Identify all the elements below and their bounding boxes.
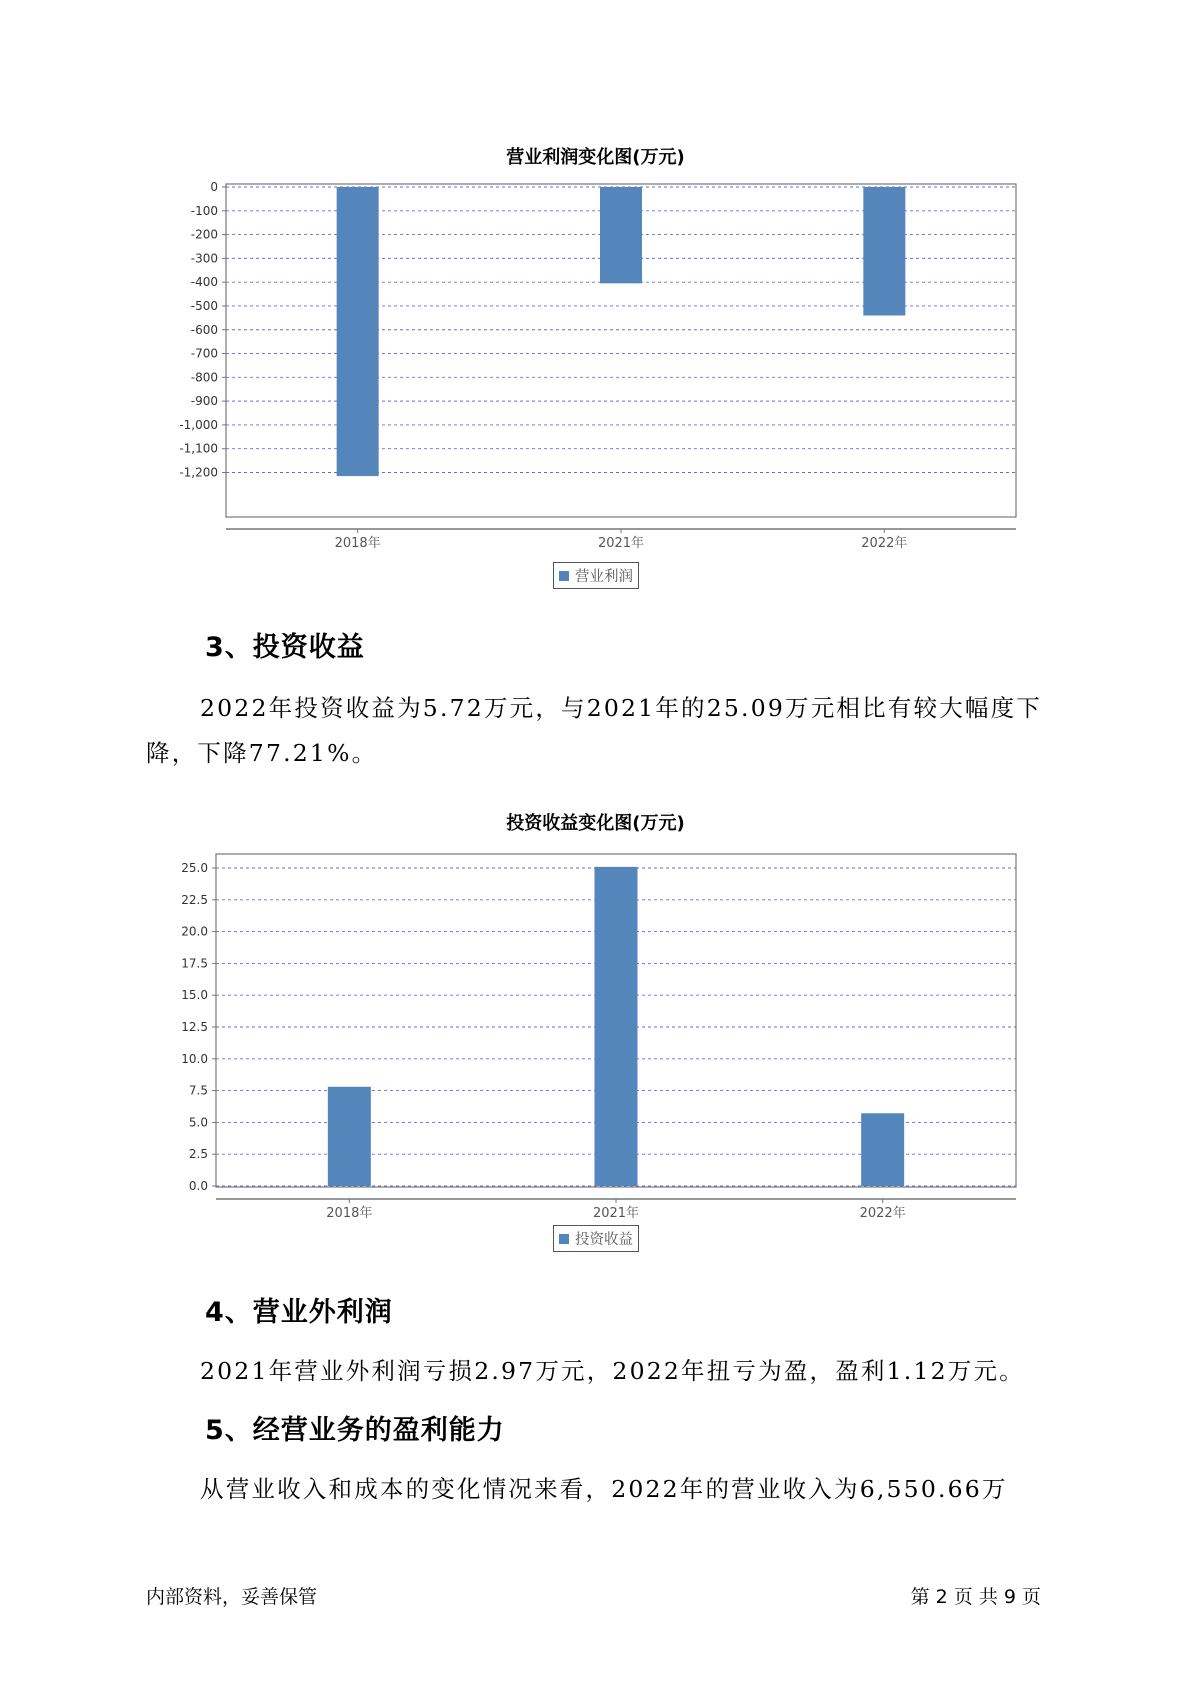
x-tick-label: 2021年 <box>592 1206 640 1221</box>
x-tick-label: 2018年 <box>326 1206 373 1221</box>
y-tick-label: -200 <box>190 227 218 242</box>
bar <box>600 187 642 283</box>
bar <box>595 867 638 1186</box>
y-tick-label: 0 <box>210 180 218 194</box>
y-tick-label: -600 <box>190 322 218 337</box>
chart1-legend <box>553 562 639 589</box>
y-tick-label: -400 <box>190 275 218 290</box>
x-tick-label: 2022年 <box>861 536 908 551</box>
x-tick-label: 2022年 <box>859 1206 906 1221</box>
section3-heading: 3、投资收益 <box>205 632 365 663</box>
section4-heading: 4、营业外利润 <box>205 1297 393 1328</box>
y-tick-label: 2.5 <box>188 1147 208 1162</box>
y-tick-label: -900 <box>190 394 218 409</box>
y-tick-label: 15.0 <box>181 988 208 1003</box>
section5-text: 从营业收入和成本的变化情况来看，2022年的营业收入为6,550.66万 <box>200 1475 1008 1503</box>
y-tick-label: 17.5 <box>181 956 208 971</box>
y-tick-label: 5.0 <box>188 1115 208 1130</box>
y-tick-label: 7.5 <box>188 1083 208 1098</box>
chart1-legend-label: 营业利润 <box>575 569 633 585</box>
chart2-legend-label: 投资收益 <box>575 1232 633 1248</box>
y-tick-label: -1,100 <box>179 441 218 456</box>
chart2-title: 投资收益变化图(万元) <box>506 813 685 834</box>
bar <box>337 187 379 476</box>
section5-heading: 5、经营业务的盈利能力 <box>205 1415 505 1446</box>
y-tick-label: 22.5 <box>181 892 208 907</box>
y-tick-label: 12.5 <box>181 1020 208 1034</box>
x-tick-label: 2021年 <box>597 536 645 551</box>
y-tick-label: 20.0 <box>181 924 208 939</box>
section4-text: 2021年营业外利润亏损2.97万元，2022年扭亏为盈，盈利1.12万元。 <box>200 1357 1025 1385</box>
x-tick-label: 2018年 <box>334 536 381 551</box>
y-tick-label: -1,200 <box>179 465 218 480</box>
bar <box>328 1087 371 1186</box>
bar <box>863 187 905 315</box>
y-tick-label: -300 <box>190 251 218 266</box>
y-tick-label: -500 <box>190 298 218 313</box>
y-tick-label: 10.0 <box>181 1051 208 1066</box>
legend-swatch <box>559 1234 569 1244</box>
bar <box>861 1113 904 1186</box>
footer-page-number: 第 2 页 共 9 页 <box>910 1586 1041 1608</box>
y-tick-label: 0.0 <box>188 1179 208 1193</box>
footer-confidential: 内部资料，妥善保管 <box>146 1586 318 1608</box>
y-tick-label: -700 <box>190 346 218 361</box>
chart1-operating-profit <box>0 160 1191 580</box>
section3-text: 2022年投资收益为5.72万元，与2021年的25.09万元相比有较大幅度下降，下降77.21%。 <box>146 694 1043 767</box>
y-tick-label: 25.0 <box>181 861 208 875</box>
chart2-investment-income <box>0 830 1191 1250</box>
chart1-title: 营业利润变化图(万元) <box>506 147 685 168</box>
chart2-legend <box>553 1225 639 1252</box>
y-tick-label: -800 <box>190 370 218 385</box>
y-tick-label: -1,000 <box>179 417 218 432</box>
y-tick-label: -100 <box>190 203 218 218</box>
legend-swatch <box>559 571 569 581</box>
